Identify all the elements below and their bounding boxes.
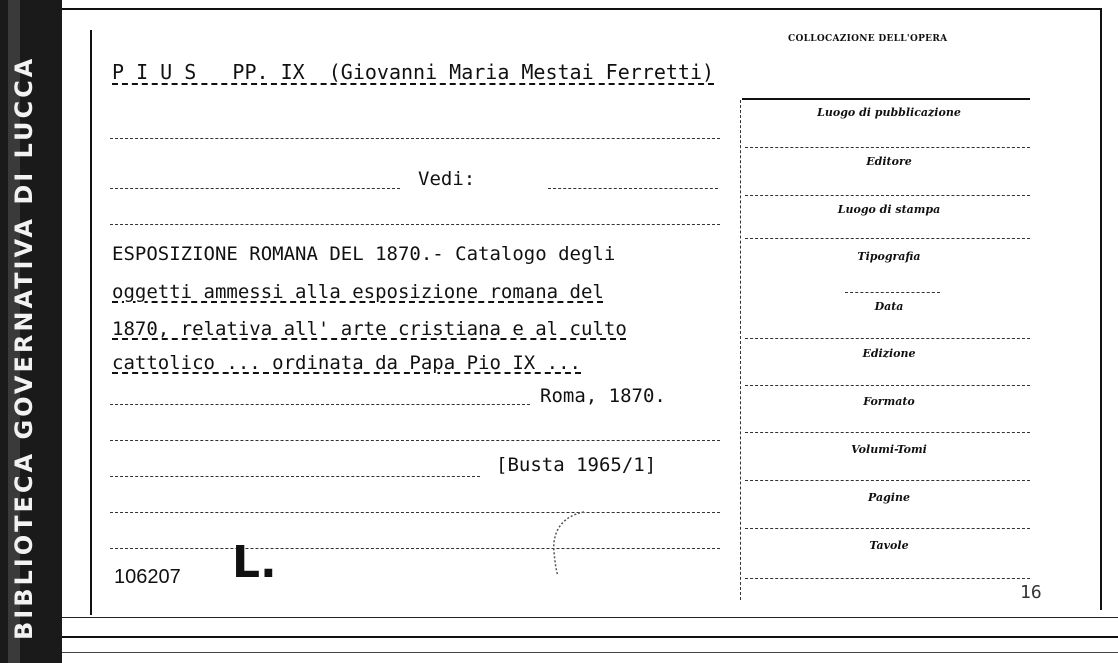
ruled-line xyxy=(110,188,400,189)
card-bottom-border xyxy=(62,617,1118,618)
card-left-border xyxy=(90,30,92,615)
imprint: Roma, 1870. xyxy=(540,385,666,407)
field-volumi-tomi: Volumi-Tomi xyxy=(851,443,927,456)
card-top-border xyxy=(62,8,1102,10)
field-rule xyxy=(745,528,1030,529)
card-right-border xyxy=(1100,10,1102,610)
field-rule xyxy=(745,385,1030,386)
field-luogo-pubblicazione: Luogo di pubblicazione xyxy=(817,106,961,119)
field-editore: Editore xyxy=(866,155,912,168)
shelfmark: [Busta 1965/1] xyxy=(496,454,657,476)
ruled-line xyxy=(110,440,720,441)
initial-mark: L. xyxy=(232,537,277,588)
card-bottom-border-2 xyxy=(62,636,1118,638)
ruled-line xyxy=(548,188,718,189)
field-rule xyxy=(845,292,940,293)
see-label: Vedi: xyxy=(418,168,476,190)
collocation-header: COLLOCAZIONE DELL'OPERA xyxy=(788,34,948,44)
title-line-3: 1870, relativa all' arte cristiana e al culto xyxy=(112,318,627,340)
field-rule xyxy=(745,147,1030,148)
field-rule xyxy=(745,238,1030,239)
column-separator xyxy=(740,100,741,600)
ruled-line xyxy=(110,224,720,225)
field-pagine: Pagine xyxy=(868,491,910,504)
stray-mark: 16 xyxy=(1020,582,1042,603)
field-rule xyxy=(745,338,1030,339)
binding-strip xyxy=(0,0,62,663)
field-rule xyxy=(745,578,1030,579)
field-data: Data xyxy=(874,300,904,313)
ruled-line xyxy=(110,512,720,513)
field-tipografia: Tipografia xyxy=(857,250,921,263)
title-line-2: oggetti ammessi alla esposizione romana del xyxy=(112,281,604,303)
field-edizione: Edizione xyxy=(862,347,916,360)
title-line-1: ESPOSIZIONE ROMANA DEL 1870.- Catalogo degli xyxy=(112,243,616,265)
field-rule xyxy=(745,195,1030,196)
author-heading: P I U S PP. IX (Giovanni Maria Mestai Ferretti) xyxy=(112,60,715,84)
field-rule xyxy=(745,480,1030,481)
card-bottom-border-3 xyxy=(62,652,1118,653)
field-tavole: Tavole xyxy=(869,539,909,552)
library-stamp: BIBLIOTECA GOVERNATIVA DI LUCCA xyxy=(10,55,38,640)
title-line-4: cattolico ... ordinata da Papa Pio IX ... xyxy=(112,352,581,374)
field-luogo-stampa: Luogo di stampa xyxy=(837,203,941,216)
catalog-number: 106207 xyxy=(114,566,181,588)
ruled-line xyxy=(110,548,720,549)
ruled-line xyxy=(110,138,720,139)
heading-rule xyxy=(742,98,1030,100)
field-formato: Formato xyxy=(863,395,915,408)
ruled-line xyxy=(110,404,530,405)
field-rule xyxy=(745,432,1030,433)
ruled-line xyxy=(110,476,480,477)
faint-stamp-mark xyxy=(548,508,588,578)
